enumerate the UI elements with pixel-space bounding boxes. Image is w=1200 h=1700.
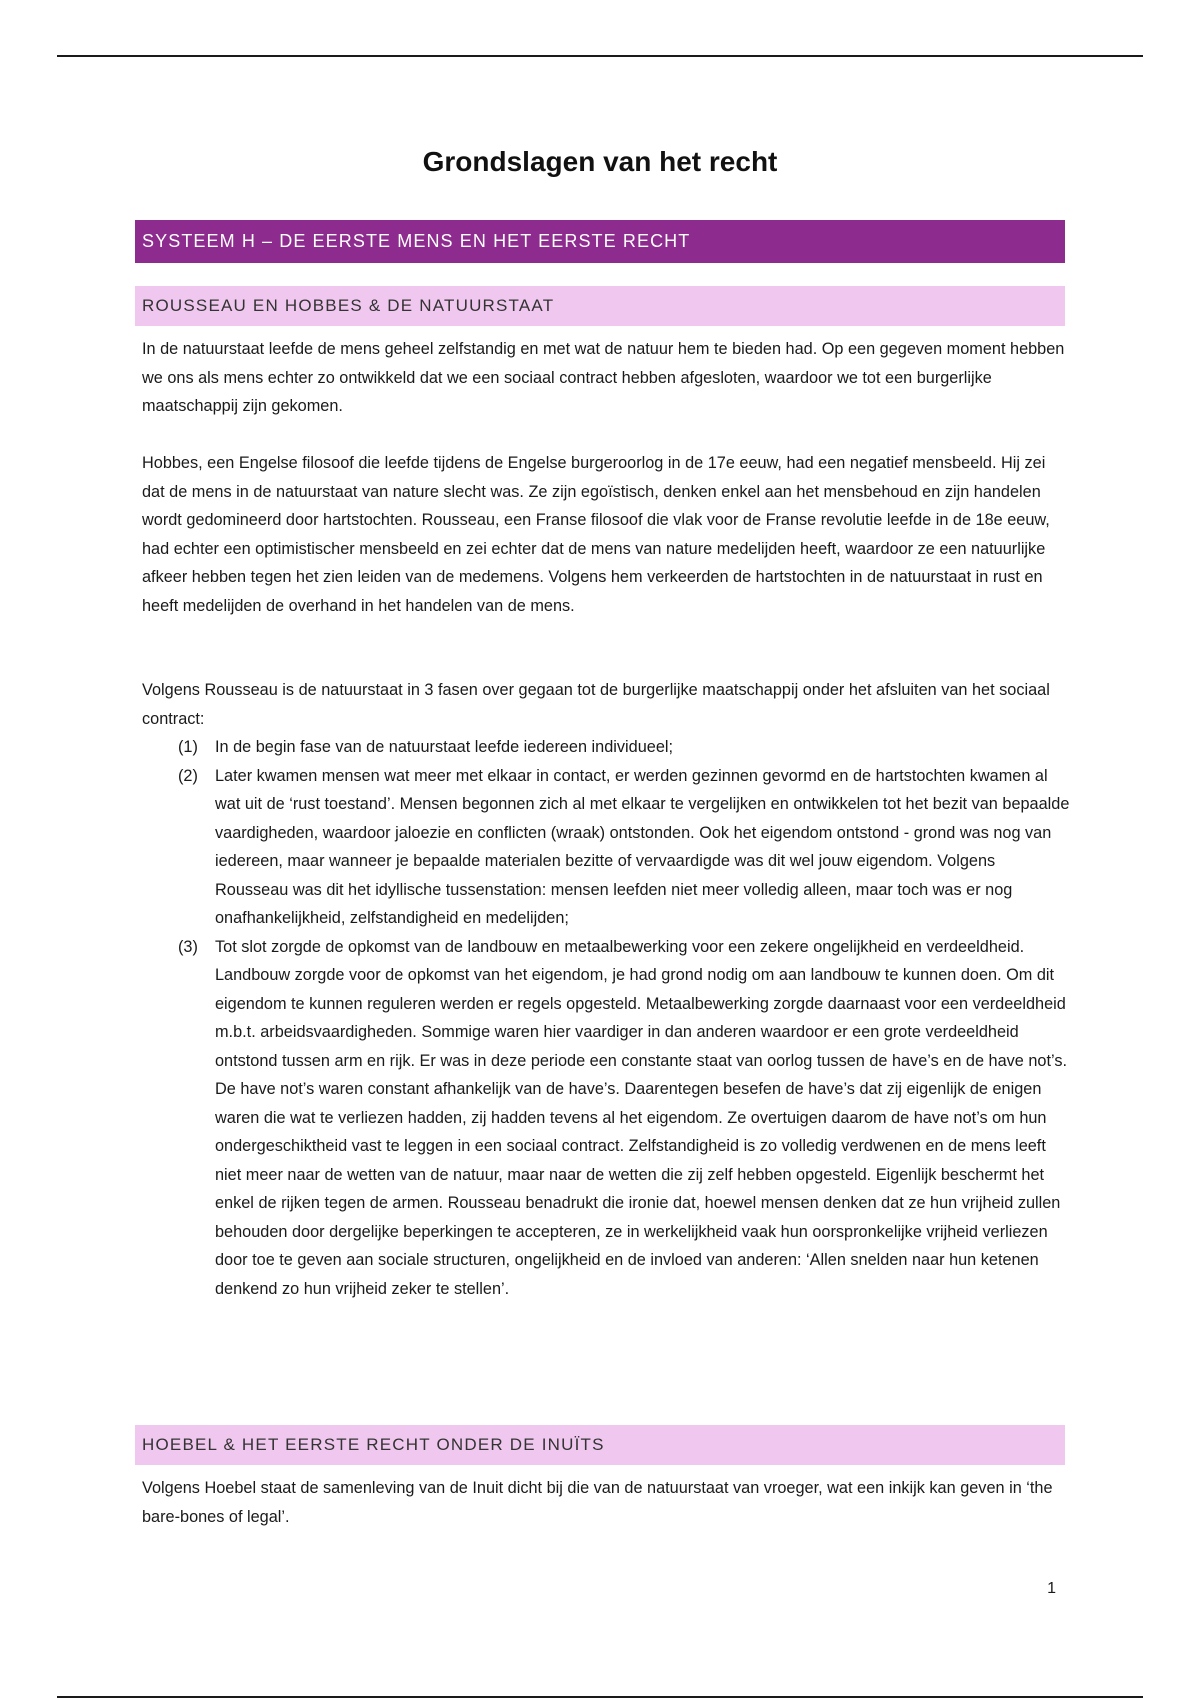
page-number: 1 xyxy=(1047,1580,1056,1597)
list-item-number: (3) xyxy=(178,937,198,956)
paragraph-fasen-intro: Volgens Rousseau is de natuurstaat in 3 fasen over gegaan tot de burgerlijke maatschappij onder het afsluiten van het sociaal contract: xyxy=(142,681,1050,728)
subsection-heading-rousseau-hobbes: ROUSSEAU EN HOBBES & DE NATUURSTAAT xyxy=(135,286,1065,326)
list-item xyxy=(142,933,1070,1304)
list-item xyxy=(142,762,1070,933)
fasen-list xyxy=(142,733,1070,1303)
paragraph-natuurstaat: In de natuurstaat leefde de mens geheel zelfstandig en met wat de natuur hem te bieden had. Op een gegeven moment hebben we ons als mens echter zo ontwikkeld dat we een sociaal contract hebben afgesloten, waardoor we tot een burgerlijke maatschappij zijn gekomen. xyxy=(142,340,1065,415)
list-item-number: (2) xyxy=(178,766,198,785)
section-heading: SYSTEEM H – DE EERSTE MENS EN HET EERSTE RECHT xyxy=(135,220,1065,263)
list-item-number: (1) xyxy=(178,738,198,756)
header-rule xyxy=(57,55,1143,57)
footer-rule xyxy=(57,1696,1143,1698)
list-item-text: In de begin fase van de natuurstaat leefde iedereen individueel; xyxy=(215,738,674,756)
paragraph-hobbes-rousseau: Hobbes, een Engelse filosoof die leefde tijdens de Engelse burgeroorlog in de 17e eeuw, had een negatief mensbeeld. Hij zei dat de mens in de natuurstaat van nature slecht was. Ze zijn egoïstisch, denken enkel aan het mensbehoud en zijn handelen wordt gedomineerd door hartstochten. Rousseau, een Franse filosoof die vlak voor de Franse revolutie leefde in de 18e eeuw, had echter een optimistischer mensbeeld en zei echter dat de mens van nature medelijden heeft, waardoor ze een natuurlijke afkeer hebben tegen het zien leiden van de medemens. Volgens hem verkeerden de hartstochten in de natuurstaat in rust en heeft medelijden de overhand in het handelen van de mens. xyxy=(142,454,1050,615)
paragraph-hoebel: Volgens Hoebel staat de samenleving van de Inuit dicht bij die van de natuurstaat van vroeger, wat een inkijk kan geven in ‘the bare-bones of legal’. xyxy=(142,1479,1053,1526)
subsection-heading-hoebel: HOEBEL & HET EERSTE RECHT ONDER DE INUÏTS xyxy=(135,1425,1065,1465)
list-item-text: Later kwamen mensen wat meer met elkaar in contact, er werden gezinnen gevormd en de hartstochten kwamen al wat uit de ‘rust toestand’. Mensen begonnen zich al met elkaar te vergelijken en ontwikkelen tot het bezit van bepaalde vaardigheden, waardoor jaloezie en conflicten (wraak) ontstonden. Ook het eigendom ontstond - grond was nog van iedereen, maar wanneer je bepaalde materialen bezitte of vervaardigde was dit wel jouw eigendom. Volgens Rousseau was dit het idyllische tussenstation: mensen leefden niet meer volledig alleen, maar toch was er nog onafhankelijkheid, zelfstandigheid en medelijden; xyxy=(215,766,1070,927)
list-item xyxy=(142,733,1070,762)
document-title: Grondslagen van het recht xyxy=(422,146,778,177)
list-item-text: Tot slot zorgde de opkomst van de landbouw en metaalbewerking voor een zekere ongelijkheid en verdeeldheid. Landbouw zorgde voor de opkomst van het eigendom, je had grond nodig om aan landbouw te kunnen doen. Om dit eigendom te kunnen reguleren werden er regels opgesteld. Metaalbewerking zorgde daarnaast voor een verdeeldheid m.b.t. arbeidsvaardigheden. Sommige waren hier vaardiger in dan anderen waardoor er een grote verdeeldheid ontstond tussen arm en rijk. Er was in deze periode een constante staat van oorlog tussen de have’s en de have not’s. De have not’s waren constant afhankelijk van de have’s. Daarentegen besefen de have’s dat zij eigenlijk de enigen waren die wat te verliezen hadden, zij hadden tevens al het eigendom. Ze overtuigen daarom de have not’s om hun ondergeschiktheid vast te leggen in een sociaal contract. Zelfstandigheid is zo volledig verdwenen en de mens leeft niet meer naar de wetten van de natuur, maar naar de wetten die zij zelf hebben opgesteld. Eigenlijk beschermt het enkel de rijken tegen de armen. Rousseau benadrukt die ironie dat, hoewel mensen denken dat ze hun vrijheid zullen behouden door dergelijke beperkingen te accepteren, ze in werkelijkheid vaak hun oorspronkelijke vrijheid verliezen door toe te geven aan sociale structuren, ongelijkheid en de invloed van anderen: ‘Allen snelden naar hun ketenen denkend zo hun vrijheid zeker te stellen’. xyxy=(215,937,1067,1298)
